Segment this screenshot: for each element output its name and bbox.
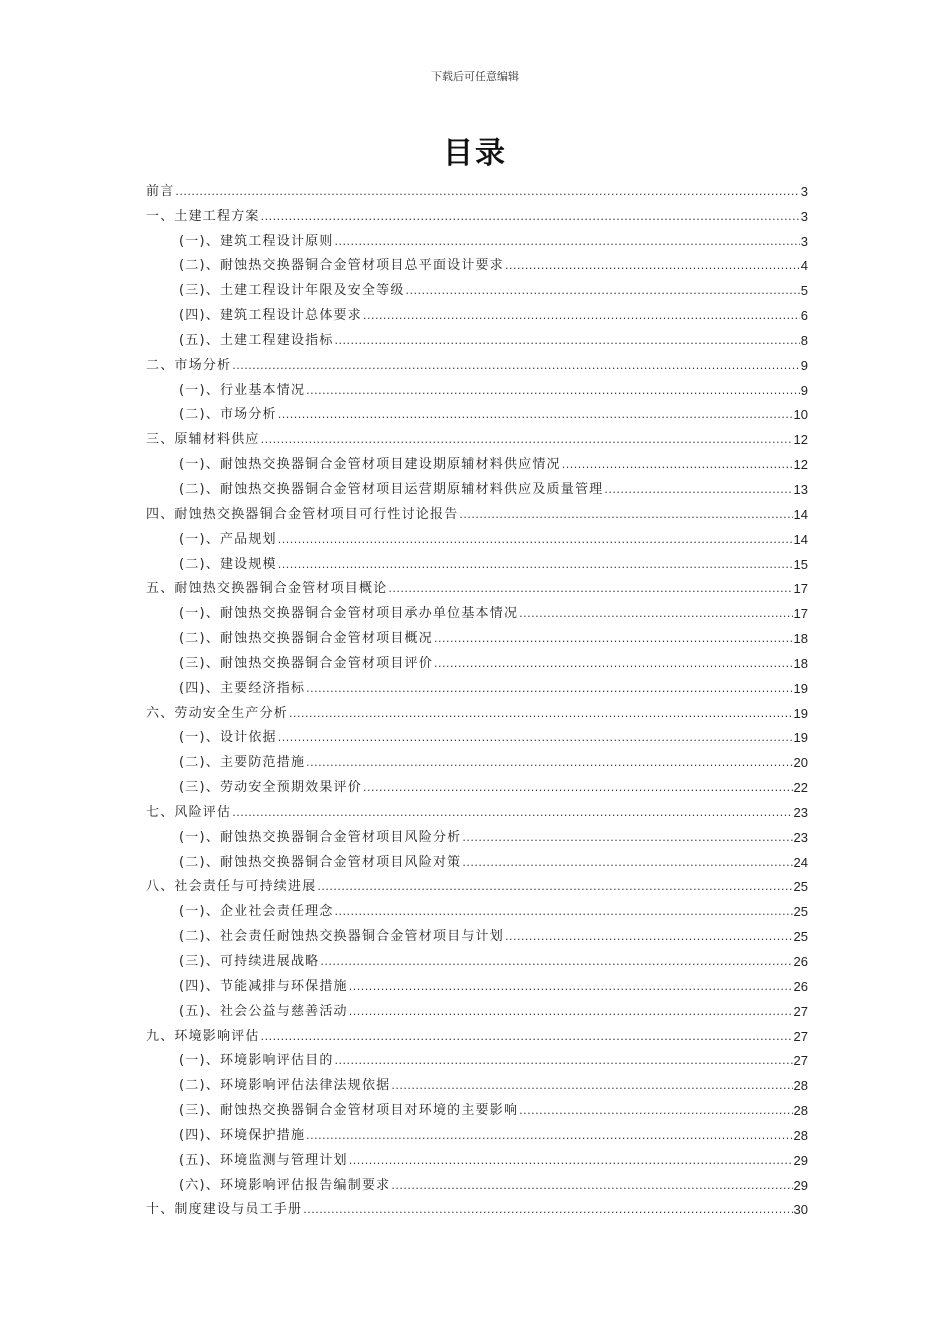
- toc-entry-page-number: 4: [800, 258, 808, 274]
- dot-leader: [261, 208, 800, 225]
- toc-entry-label: 一、土建工程方案: [146, 208, 260, 224]
- toc-entry-page-number: 12: [793, 432, 808, 448]
- toc-entry-chapter[interactable]: [146, 1020, 808, 1045]
- toc-entry-page-number: 17: [793, 606, 808, 622]
- toc-entry-section[interactable]: [146, 995, 808, 1020]
- dot-leader: [306, 754, 792, 771]
- page-header: 下载后可任意编辑: [431, 70, 519, 83]
- dot-leader: [175, 183, 799, 200]
- toc-entry-section[interactable]: [146, 548, 808, 573]
- toc-entry-label: 八、社会责任与可持续进展: [146, 879, 317, 895]
- toc-entry-page-number: 3: [800, 233, 808, 249]
- toc-entry-page-number: 26: [793, 954, 808, 969]
- toc-entry-page-number: 26: [793, 978, 808, 994]
- toc-entry-section[interactable]: [146, 299, 808, 324]
- toc-entry-chapter[interactable]: [146, 871, 808, 896]
- toc-entry-label: (四)、建筑工程设计总体要求: [179, 308, 362, 324]
- dot-leader: [604, 481, 792, 498]
- toc-entry-label: (四)、节能减排与环保措施: [179, 978, 348, 994]
- dot-leader: [363, 779, 793, 796]
- toc-entry-section[interactable]: [146, 250, 808, 275]
- toc-entry-label: (三)、耐蚀热交换器铜合金管材项目对环境的主要影响: [179, 1103, 519, 1119]
- toc-entry-label: (二)、市场分析: [179, 407, 277, 423]
- toc-entry-label: 前言: [146, 183, 175, 199]
- toc-entry-section[interactable]: [146, 1169, 808, 1194]
- dot-leader: [349, 978, 793, 995]
- toc-entry-label: (一)、耐蚀热交换器铜合金管材项目建设期原辅材料供应情况: [179, 457, 561, 473]
- dot-leader: [317, 878, 792, 895]
- toc-entry-label: 十、制度建设与员工手册: [146, 1202, 303, 1218]
- dot-leader: [349, 1152, 793, 1169]
- toc-entry-label: (五)、环境监测与管理计划: [179, 1152, 348, 1168]
- toc-entry-label: 五、耐蚀热交换器铜合金管材项目概论: [146, 581, 388, 597]
- dot-leader: [335, 903, 793, 920]
- toc-entry-section[interactable]: [146, 722, 808, 747]
- toc-entry-section[interactable]: [146, 622, 808, 647]
- toc-entry-label: (一)、产品规划: [179, 531, 277, 547]
- dot-leader: [505, 257, 800, 274]
- dot-leader: [462, 854, 792, 871]
- toc-entry-page-number: 3: [800, 183, 808, 199]
- toc-entry-page-number: 22: [793, 780, 808, 796]
- toc-entry-chapter[interactable]: [146, 349, 808, 374]
- toc-entry-section[interactable]: [146, 1069, 808, 1094]
- toc-entry-page-number: 25: [793, 904, 808, 920]
- dot-leader: [278, 729, 793, 746]
- toc-entry-page-number: 10: [793, 407, 808, 423]
- toc-entry-page-number: 23: [793, 829, 808, 845]
- toc-entry-page-number: 29: [793, 1152, 808, 1168]
- toc-entry-page-number: 27: [793, 1053, 808, 1069]
- toc-entry-label: (一)、耐蚀热交换器铜合金管材项目风险分析: [179, 829, 462, 845]
- toc-entry-section[interactable]: [146, 1144, 808, 1169]
- toc-entry-label: 三、原辅材料供应: [146, 432, 260, 448]
- toc-entry-section[interactable]: [146, 895, 808, 920]
- toc-entry-section[interactable]: [146, 672, 808, 697]
- toc-entry-page-number: 29: [793, 1177, 808, 1193]
- dot-leader: [261, 1028, 793, 1045]
- toc-entry-page-number: 19: [793, 730, 808, 746]
- toc-entry-label: (二)、社会责任耐蚀热交换器铜合金管材项目与计划: [179, 929, 504, 945]
- toc-entry-page-number: 9: [800, 382, 808, 398]
- toc-entry-page-number: 8: [800, 332, 808, 348]
- toc-entry-label: (二)、环境影响评估法律法规依据: [179, 1078, 391, 1094]
- toc-entry-page-number: 6: [800, 308, 808, 324]
- toc-entry-page-number: 20: [793, 755, 808, 771]
- dot-leader: [519, 605, 792, 622]
- toc-entry-section[interactable]: [146, 523, 808, 548]
- dot-leader: [434, 630, 793, 647]
- toc-entry-chapter[interactable]: [146, 175, 808, 200]
- toc-entry-label: 六、劳动安全生产分析: [146, 705, 289, 721]
- toc-entry-label: (三)、耐蚀热交换器铜合金管材项目评价: [179, 655, 433, 671]
- toc-entry-page-number: 28: [793, 1078, 808, 1094]
- toc-entry-section[interactable]: [146, 821, 808, 846]
- toc-entry-label: (二)、耐蚀热交换器铜合金管材项目风险对策: [179, 854, 462, 870]
- toc-entry-chapter[interactable]: [146, 573, 808, 598]
- dot-leader: [363, 307, 800, 324]
- toc-entry-section[interactable]: [146, 399, 808, 424]
- toc-entry-page-number: 25: [793, 929, 808, 945]
- dot-leader: [306, 1127, 792, 1144]
- toc-entry-page-number: 14: [793, 531, 808, 547]
- toc-title: 目录: [443, 136, 507, 171]
- toc-entry-page-number: 15: [793, 556, 808, 572]
- dot-leader: [505, 928, 793, 945]
- toc-entry-label: (五)、社会公益与慈善活动: [179, 1003, 348, 1019]
- toc-entry-section[interactable]: [146, 597, 808, 622]
- dot-leader: [278, 531, 793, 548]
- toc-entry-page-number: 14: [793, 506, 808, 522]
- toc-entry-chapter[interactable]: [146, 498, 808, 523]
- toc-entry-section[interactable]: [146, 746, 808, 771]
- dot-leader: [289, 705, 793, 722]
- toc-entry-section[interactable]: [146, 448, 808, 473]
- toc-entry-chapter[interactable]: [146, 1194, 808, 1219]
- dot-leader: [232, 804, 792, 821]
- toc-entry-section[interactable]: [146, 846, 808, 871]
- dot-leader: [306, 680, 792, 697]
- toc-entry-page-number: 25: [793, 879, 808, 895]
- toc-entry-label: (三)、可持续进展战略: [179, 954, 320, 969]
- dot-leader: [335, 233, 800, 250]
- toc-entry-page-number: 30: [793, 1202, 808, 1218]
- toc-entry-label: 四、耐蚀热交换器铜合金管材项目可行性讨论报告: [146, 506, 459, 522]
- toc-entry-section[interactable]: [146, 771, 808, 796]
- toc-entry-page-number: 18: [793, 631, 808, 647]
- toc-entry-section[interactable]: [146, 1094, 808, 1119]
- toc-entry-page-number: 17: [793, 581, 808, 597]
- toc-entry-page-number: 13: [793, 481, 808, 497]
- toc-entry-label: (二)、建设规模: [179, 556, 277, 572]
- toc-entry-label: (一)、建筑工程设计原则: [179, 233, 334, 249]
- toc-entry-page-number: 27: [793, 1028, 808, 1044]
- dot-leader: [391, 1177, 792, 1194]
- toc-entry-page-number: 23: [793, 804, 808, 820]
- toc-entry-label: (六)、环境影响评估报告编制要求: [179, 1177, 391, 1193]
- toc-entry-label: (一)、环境影响评估目的: [179, 1053, 334, 1069]
- dot-leader: [335, 1052, 793, 1069]
- toc-entry-label: (二)、主要防范措施: [179, 755, 306, 771]
- dot-leader: [519, 1102, 792, 1119]
- toc-entry-page-number: 27: [793, 1003, 808, 1019]
- toc-entry-section[interactable]: [146, 920, 808, 945]
- dot-leader: [349, 1003, 793, 1020]
- toc-entry-label: (一)、行业基本情况: [179, 382, 306, 398]
- dot-leader: [391, 1077, 792, 1094]
- toc-entry-section[interactable]: [146, 945, 808, 970]
- toc-entry-section[interactable]: [146, 225, 808, 250]
- toc-entry-page-number: 3: [800, 208, 808, 224]
- toc-entry-section[interactable]: [146, 647, 808, 672]
- toc-entry-label: 九、环境影响评估: [146, 1028, 260, 1044]
- dot-leader: [306, 382, 800, 399]
- toc-entry-label: (一)、设计依据: [179, 730, 277, 746]
- toc-entry-label: (一)、企业社会责任理念: [179, 904, 334, 920]
- toc-entry-page-number: 19: [793, 680, 808, 696]
- toc-entry-section[interactable]: [146, 324, 808, 349]
- toc-entry-label: (三)、劳动安全预期效果评价: [179, 780, 362, 796]
- dot-leader: [335, 332, 800, 349]
- toc-entry-label: (三)、土建工程设计年限及安全等级: [179, 283, 405, 299]
- toc-entry-section[interactable]: [146, 374, 808, 399]
- toc-entry-section[interactable]: [146, 970, 808, 995]
- toc-entry-label: (一)、耐蚀热交换器铜合金管材项目承办单位基本情况: [179, 606, 519, 622]
- dot-leader: [406, 282, 800, 299]
- toc-entry-page-number: 9: [800, 357, 808, 373]
- toc-entry-page-number: 24: [793, 854, 808, 870]
- toc-entry-page-number: 5: [800, 283, 808, 299]
- dot-leader: [462, 829, 792, 846]
- toc-entry-chapter[interactable]: [146, 423, 808, 448]
- dot-leader: [434, 655, 793, 672]
- toc-entry-page-number: 12: [793, 457, 808, 473]
- toc-entry-section[interactable]: [146, 1045, 808, 1070]
- toc-entry-label: (五)、土建工程建设指标: [179, 332, 334, 348]
- dot-leader: [459, 506, 792, 523]
- toc-entry-label: (四)、环境保护措施: [179, 1127, 306, 1143]
- toc-entry-label: 七、风险评估: [146, 804, 232, 820]
- dot-leader: [278, 556, 793, 573]
- toc-entry-label: (四)、主要经济指标: [179, 680, 306, 696]
- toc-entry-page-number: 28: [793, 1127, 808, 1143]
- dot-leader: [232, 357, 800, 374]
- table-of-contents: [146, 175, 808, 1218]
- toc-entry-section[interactable]: [146, 473, 808, 498]
- toc-entry-label: (二)、耐蚀热交换器铜合金管材项目运营期原辅材料供应及质量管理: [179, 481, 604, 497]
- dot-leader: [388, 580, 792, 597]
- toc-entry-chapter[interactable]: [146, 200, 808, 225]
- toc-entry-label: 二、市场分析: [146, 357, 232, 373]
- toc-entry-chapter[interactable]: [146, 796, 808, 821]
- toc-entry-label: (二)、耐蚀热交换器铜合金管材项目总平面设计要求: [179, 258, 504, 274]
- toc-entry-section[interactable]: [146, 274, 808, 299]
- dot-leader: [278, 406, 793, 423]
- dot-leader: [562, 456, 793, 473]
- toc-entry-page-number: 19: [793, 705, 808, 721]
- toc-entry-page-number: 18: [793, 655, 808, 671]
- toc-entry-chapter[interactable]: [146, 697, 808, 722]
- dot-leader: [261, 431, 793, 448]
- toc-entry-label: (二)、耐蚀热交换器铜合金管材项目概况: [179, 631, 433, 647]
- dot-leader: [320, 953, 792, 970]
- toc-entry-section[interactable]: [146, 1119, 808, 1144]
- dot-leader: [303, 1201, 792, 1218]
- toc-entry-page-number: 28: [793, 1103, 808, 1119]
